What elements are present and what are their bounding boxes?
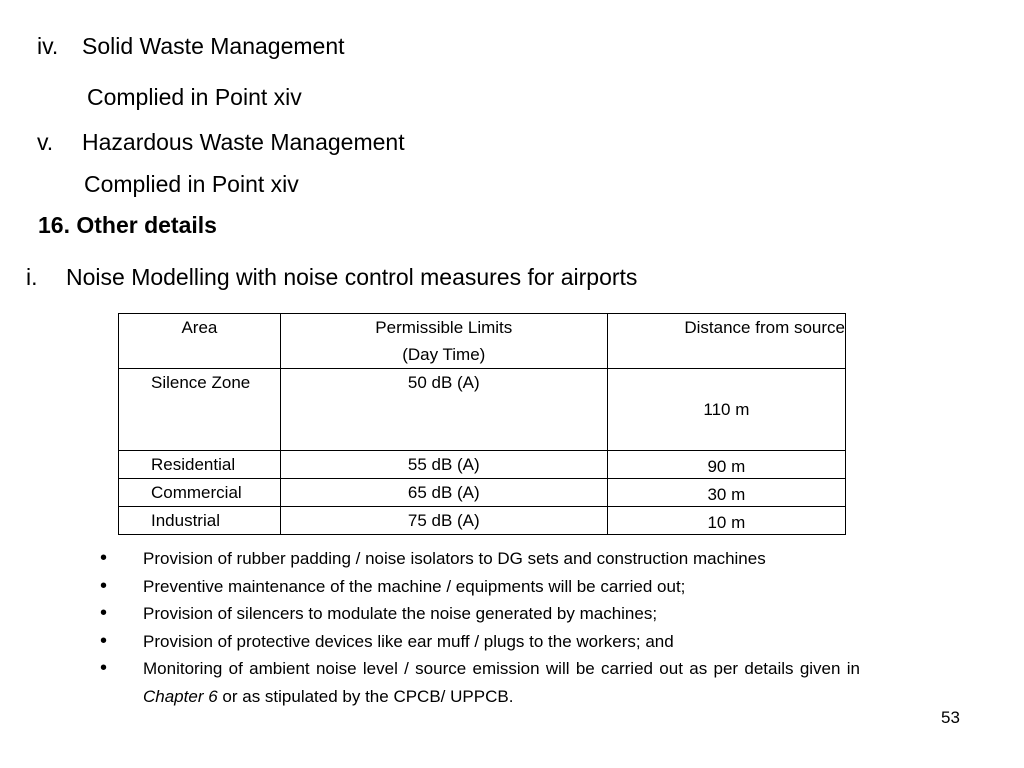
bullet-icon: •: [100, 602, 108, 624]
table-cell-area: Industrial: [119, 507, 281, 535]
table-cell-limit: 50 dB (A): [280, 369, 607, 451]
section-i-marker: i.: [26, 264, 38, 290]
page-number: 53: [941, 708, 960, 727]
list-item-text-after: or as stipulated by the CPCB/ UPPCB.: [217, 686, 514, 706]
header-limits-line2: (Day Time): [402, 345, 486, 364]
bullet-icon: •: [100, 629, 108, 652]
table-cell-distance-text: 30 m: [707, 485, 746, 504]
list-item-text: Provision of protective devices like ear muff / plugs to the workers; and: [143, 631, 674, 651]
header-distance: Distance from source: [607, 314, 845, 369]
section-iv-marker: iv.: [37, 33, 59, 59]
section-iv-note: Complied in Point xiv: [87, 84, 302, 110]
bullet-icon: •: [100, 574, 108, 597]
table-cell-area: Silence Zone: [119, 369, 281, 451]
section-v-title: Hazardous Waste Management: [82, 129, 405, 155]
header-permissible-limits: [280, 314, 607, 369]
table-cell-distance-text: 10 m: [707, 513, 746, 532]
table-cell-distance: [607, 451, 845, 479]
table-cell-limit: 65 dB (A): [280, 479, 607, 507]
section-v-marker: v.: [37, 129, 54, 155]
header-limits-line1: Permissible Limits: [375, 318, 513, 337]
chapter-reference: Chapter 6: [143, 686, 218, 706]
table-cell-limit: 75 dB (A): [280, 507, 607, 535]
list-item-text: Preventive maintenance of the machine / equipments will be carried out;: [143, 576, 686, 596]
table-row: [119, 369, 846, 451]
list-item-text: Provision of silencers to modulate the noise generated by machines;: [143, 604, 658, 623]
table-row: [119, 507, 846, 535]
list-item: [100, 628, 860, 656]
list-item: [100, 545, 860, 573]
bullet-icon: •: [100, 657, 108, 679]
section-iv-title: Solid Waste Management: [82, 33, 345, 59]
list-item: [100, 655, 860, 710]
list-item-text: Provision of rubber padding / noise isolators to DG sets and construction machines: [143, 549, 766, 568]
section-v-note: Complied in Point xiv: [84, 171, 299, 197]
list-item: [100, 600, 860, 628]
table-header-row: [119, 314, 846, 369]
noise-control-measures-list: [100, 545, 860, 710]
table-cell-distance: [607, 479, 845, 507]
table-cell-distance: [607, 507, 845, 535]
list-item: [100, 573, 860, 601]
table-cell-limit: 55 dB (A): [280, 451, 607, 479]
section-i-title: Noise Modelling with noise control measures for airports: [66, 264, 638, 290]
noise-limits-table: [118, 313, 846, 535]
list-item-text-before: Monitoring of ambient noise level / source emission will be carried out as per details given in: [143, 659, 860, 678]
bullet-icon: •: [100, 547, 108, 569]
table-cell-distance-text: 90 m: [707, 457, 746, 476]
table-row: [119, 451, 846, 479]
heading-other-details: 16. Other details: [38, 212, 217, 238]
header-area: Area: [119, 314, 281, 369]
table-cell-area: Commercial: [119, 479, 281, 507]
table-row: [119, 479, 846, 507]
table-cell-distance: 110 m: [607, 369, 845, 451]
table-cell-area: Residential: [119, 451, 281, 479]
